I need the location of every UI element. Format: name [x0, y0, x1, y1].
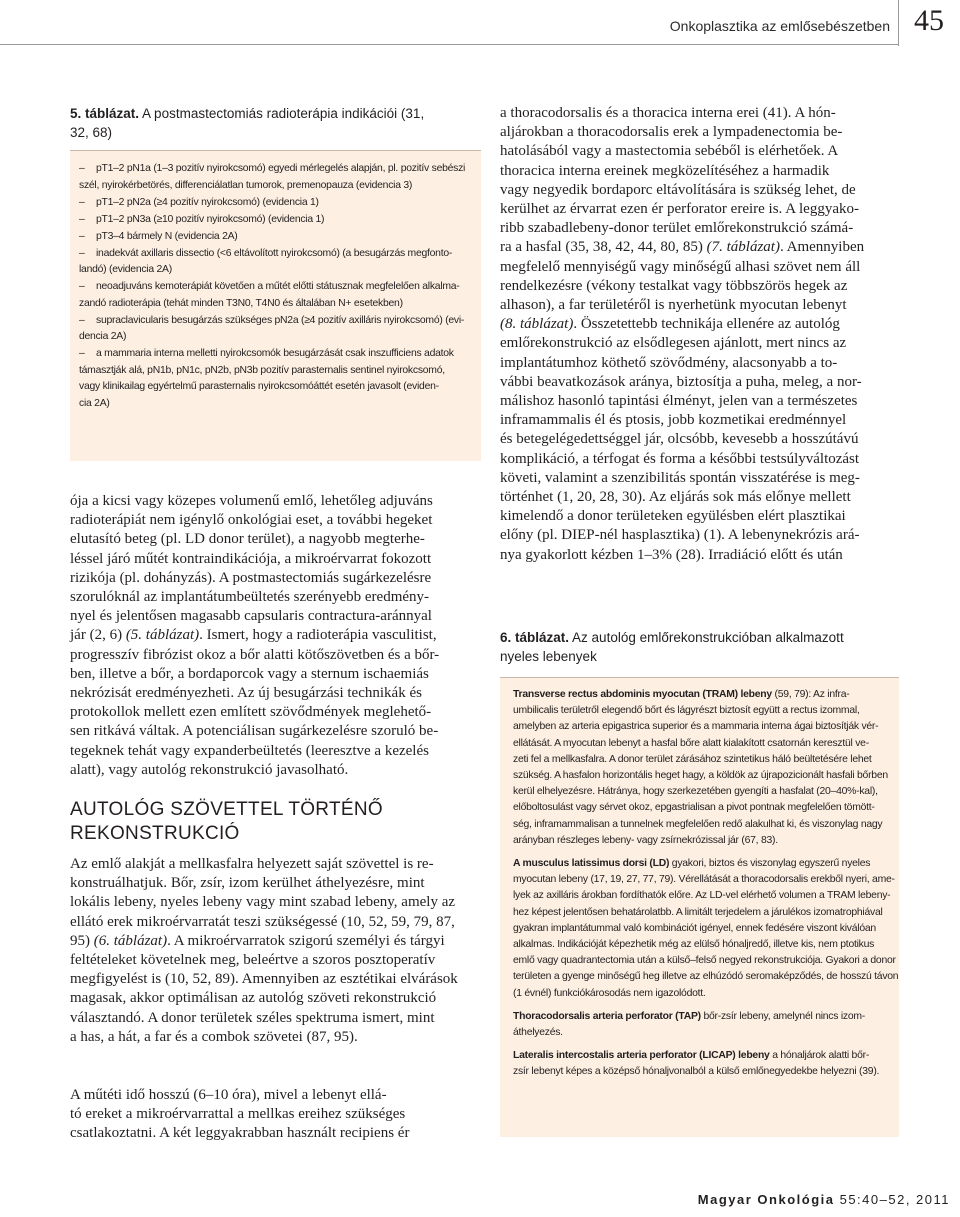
table-reference: (7. táblázat): [706, 239, 780, 256]
text-line: ója a kicsi vagy közepes volumenű emlő, lehetőleg adjuváns: [70, 493, 433, 509]
journal-name: Magyar Onkológia: [697, 1192, 835, 1207]
table-6-line: területen a gyenge minőségű heg illetve az elhúzódó seromaképződés, de hosszú távon: [513, 971, 899, 983]
text-line: [70, 932, 470, 951]
text-line: nyel és jelentősen magasabb capsularis contractura-aránnyal: [70, 608, 432, 625]
table-5-item-line: pT3–4 bármely N (evidencia 2A): [96, 230, 238, 242]
text-segment: ra a hasfal (35, 38, 42, 44, 80, 85): [500, 239, 707, 256]
table-6-entry-text: a hónaljárok alatti bőr-: [769, 1050, 870, 1062]
text-line: nekrózisát eredményezheti. Az új besugárzási technikák és: [70, 685, 422, 702]
text-segment: . Összetettebb technikája ellenére az autológ: [573, 316, 840, 333]
text-line: [500, 315, 900, 334]
left-column-body-3: [70, 1086, 470, 1144]
left-column-body-1: [70, 492, 470, 780]
page-number: 45: [914, 4, 944, 37]
text-segment: jár (2, 6): [70, 627, 126, 644]
section-heading-line-2: REKONSTRUKCIÓ: [70, 823, 240, 844]
text-line: emlőrekonstrukció az elsődlegesen ajánlott, mert nincs az: [500, 335, 847, 352]
table-6-line: zsír lebenyt képes a középső hónaljvonalból a külső emlőnegyedekbe helyezni (39).: [513, 1066, 880, 1078]
table-6-box: [500, 677, 899, 1137]
table-5-box: [70, 150, 481, 461]
header-divider: [898, 0, 899, 46]
text-line: elutasító beteg (pl. LD donor terület), a nagyobb megterhe-: [70, 531, 425, 548]
table-reference: (8. táblázat): [500, 316, 574, 333]
text-line: szorulóknál az implantátumbeültetés szerényebb eredmény-: [70, 589, 430, 606]
table-6-line: (1 évnél) funkciókárosodás nem igazolódott.: [513, 987, 706, 999]
table-6-line: [513, 687, 887, 703]
table-5-item: [79, 246, 471, 279]
text-line: protokollok mellett ezen említett szövődmények meglehető-: [70, 704, 432, 721]
table-5-item-line: supraclavicularis besugárzás szükséges pN2a (≥4 pozitív axilláris nyirokcsomó) (evi-: [96, 314, 465, 326]
text-line: konstruálhatjuk. Bőr, zsír, izom kerülhet áthelyezésre, mint: [70, 875, 425, 892]
dash-marker: –: [79, 281, 85, 292]
text-line: megfelelő mennyiségű vagy minőségű alhasi szövet nem áll: [500, 258, 861, 275]
text-line: ben, illetve a bőr, a bordaporcok vagy a sternum ischaemiás: [70, 665, 429, 682]
text-line: a has, a hát, a far és a combok szövetei (87, 95).: [70, 1028, 358, 1045]
running-header-title: Onkoplasztika az emlősebészetben: [669, 18, 890, 34]
table-5-item: [79, 212, 471, 229]
text-line: inframammalis él és ptosis, jobb kozmetikai eredménnyel: [500, 412, 847, 429]
text-line: vábbi beavatkozások aránya, biztosítja a puha, meleg, a nor-: [500, 373, 862, 390]
text-line: ribb szabadlebeny-donor terület emlőrekonstrukció számá-: [500, 220, 854, 237]
header-rule: [0, 44, 898, 45]
text-line: A műtéti idő hosszú (6–10 óra), mivel a lebenyt ellá-: [70, 1087, 387, 1103]
text-line: nya gyakorlott kézben 1–3% (28). Irradiáció előtt és után: [500, 546, 843, 563]
table-5-item-line: inadekvát axillaris dissectio (<6 eltávolított nyirokcsomó) (a besugárzás megfonto-: [96, 247, 453, 259]
table-6-entry-title: A musculus latissimus dorsi (LD): [513, 858, 670, 870]
table-5-item-line: pT1–2 pN3a (≥10 pozitív nyirokcsomó) (evidencia 1): [96, 213, 325, 225]
table-reference: (5. táblázat): [125, 627, 200, 644]
dash-marker: –: [79, 213, 85, 225]
text-line: [500, 238, 900, 257]
text-line: progresszív fibrózist okoz a bőr alatti kötőszövetben és a bőr-: [70, 646, 440, 663]
table-6-line: áthelyezés.: [513, 1027, 563, 1039]
text-line: Az emlő alakját a mellkasfalra helyezett saját szövettel is re-: [70, 856, 434, 872]
text-line: málishoz hasonló tapintási élményt, jelen van a természetes: [500, 393, 858, 410]
table-6-line: umbilicalis területről elegendő bőrt és lágyrészt biztosít együtt a rectus izommal,: [513, 705, 860, 717]
text-line: megfigyelést is (10, 52, 89). Amennyiben az esztétikai elvárások: [70, 971, 458, 988]
table-6-entry-title: Transverse rectus abdominis myocutan (TRAM) lebeny: [513, 689, 772, 700]
table-6-line: hez képest jelentősen behatárolatbb. A limitált terjedelem a járulékos izomatrophiával: [513, 906, 883, 918]
table-6-caption-line-1: Az autológ emlőrekonstrukcióban alkalmazott: [572, 630, 844, 645]
table-6-entry-text: (59, 79): Az infra-: [771, 689, 850, 700]
table-6-line: arányban részleges lebeny- vagy zsírnekrózissal jár (67, 83).: [513, 834, 778, 846]
text-segment: . Ismert, hogy a radioterápia vasculitist,: [199, 627, 437, 644]
table-6-line: lyek az axilláris árokban fordíthatók előre. Az LD-vel elérhető volumen a TRAM lebeny-: [513, 890, 891, 902]
text-line: tó ereket a mikroérvarrattal a mellkas ereihez szükséges: [70, 1106, 406, 1123]
table-6-label: 6. táblázat.: [500, 630, 570, 645]
table-6-line: emlő vagy quadrantectomia után a külső–felső negyed rekonstrukciója. Gyakori a donor: [513, 955, 896, 967]
section-heading-line-1: AUTOLÓG SZÖVETTEL TÖRTÉNŐ: [70, 799, 383, 820]
table-5-item: [79, 313, 471, 346]
table-reference: (6. táblázat): [93, 932, 168, 949]
table-5-caption-line-2: 32, 68): [70, 125, 113, 140]
text-line: léssel járó műtét kontraindikációja, a mikroérvarrat fokozott: [70, 550, 432, 567]
text-line: a thoracodorsalis és a thoracica interna erei (41). A hón-: [500, 105, 836, 121]
table-6-entry: [513, 1009, 887, 1041]
table-6-line: alkalmas. Indikációját képezhetik még az elülső hónaljredő, illetve kis, nem ptotikus: [513, 939, 875, 951]
text-line: rendelkezésre (vékony testalkat vagy többszörös hegek az: [500, 277, 848, 294]
text-line: aljárokban a thoracodorsalis erek a lympadenectomia be-: [500, 124, 843, 141]
table-5-item-line: pT1–2 pN1a (1–3 pozitív nyirokcsomó) egyedi mérlegelés alapján, pl. pozitív sebészi: [96, 163, 466, 174]
table-6-line: zeti fel a mellkasfalra. A donor terület zárásához szintetikus háló beültetésére lehet: [513, 753, 872, 765]
dash-marker: –: [79, 348, 85, 359]
table-5-item-line: cia 2A): [79, 397, 110, 409]
dash-marker: –: [79, 196, 85, 208]
table-5-item-line: landó) (evidencia 2A): [79, 264, 172, 275]
table-5-label: 5. táblázat.: [70, 106, 140, 121]
text-line: ellátó erek mikroérvarratát teszi szükségessé (10, 52, 59, 79, 87,: [70, 913, 455, 930]
text-line: és betegelégedettséggel jár, olcsóbb, kevesebb a hosszútávú: [500, 431, 859, 448]
table-5-item-line: vagy klinikailag egyértelmű parasternalis nyirokcsomóáttét esetén javasolt (eviden-: [79, 381, 439, 392]
table-6-line: előboltosulást vagy sérvet okoz, epgastrialisan a pivot pontnak megfelelően tömött-: [513, 802, 875, 814]
table-5-item-line: a mammaria interna melletti nyirokcsomók besugárzását csak inszufficiens adatok: [96, 348, 454, 359]
text-line: sen ritkává váltak. A potenciálisan sugárkezelésre szoruló be-: [70, 723, 439, 740]
table-5-item: [79, 229, 471, 246]
table-5-item: [79, 161, 471, 194]
table-5-item: [79, 346, 471, 412]
text-segment: . A mikroérvarratok szigorú személyi és tárgyi: [167, 932, 445, 949]
text-line: feltételeket követelnek meg, beleértve a szoros posztoperatív: [70, 952, 436, 969]
table-6-line: amelyben az arteria epigastrica superior és a mammaria interna ágai biztosítják vér-: [513, 721, 879, 733]
text-line: választandó. A donor területek széles spektruma ismert, mint: [70, 1009, 435, 1026]
table-6-caption: [500, 628, 900, 666]
table-6-entry-text: gyakori, biztos és viszonylag egyszerű nyeles: [669, 858, 871, 870]
text-line: vagy negyedik bordaporc eltávolítására is szükség lehet, de: [500, 181, 856, 198]
table-5-caption-line-1: A postmastectomiás radioterápia indikációi (31,: [142, 106, 425, 121]
text-line: lokális lebeny, nyeles lebeny vagy mint szabad lebeny, amely az: [70, 894, 456, 911]
text-segment: . Amennyiben: [779, 239, 865, 256]
journal-footer: [698, 1192, 950, 1207]
text-line: csatlakoztatni. A két leggyakrabban használt recipiens ér: [70, 1125, 410, 1142]
text-line: történhet (1, 20, 28, 30). Az eljárás sok más előnye mellett: [500, 489, 851, 506]
table-6-entry: [513, 1048, 887, 1080]
text-line: tegeknek tehát vagy expanderbeültetés (leeresztve a kezelés: [70, 742, 429, 759]
table-5-item-line: pT1–2 pN2a (≥4 pozitív nyirokcsomó) (evidencia 1): [96, 196, 319, 208]
table-6-entry: [513, 856, 899, 1002]
table-5-item-line: neoadjuváns kemoterápiát követően a műtét előtti státusznak megfelelően alkalma-: [96, 281, 460, 292]
table-6-line: kerül elhelyezésre. Hátránya, hogy szerkezetében gyengíti a hasfalat (20–40%-kal),: [513, 786, 878, 798]
table-5-caption: [70, 104, 470, 142]
text-line: rizikója (pl. dohányzás). A postmastectomiás sugárkezelésre: [70, 569, 432, 586]
dash-marker: –: [79, 247, 85, 259]
table-6-entry: [513, 687, 887, 849]
text-line: [70, 626, 470, 645]
table-6-caption-line-2: nyeles lebenyek: [500, 649, 597, 664]
dash-marker: –: [79, 230, 85, 242]
table-5-item-line: zandó radioterápia (tehát minden T3N0, T4N0 és általában N+ esetekben): [79, 297, 403, 309]
table-6-line: gyakran implantátummal való kombinációt igényel, ennek fedésére viszont kiválóan: [513, 922, 876, 934]
text-line: magasak, akkor optimálisan az autológ szöveti rekonstrukció: [70, 990, 437, 1007]
table-6-line: ség, inframammalisan a tunnelnek megfelelően redő alakulhat ki, és viszonylag nagy: [513, 818, 883, 830]
dash-marker: –: [79, 314, 85, 326]
table-6-entry-title: Lateralis intercostalis arteria perforator (LICAP) lebeny: [513, 1050, 770, 1062]
table-6-line: ellátását. A myocutan lebenyt a hasfal bőre alatt kialakított csatornán keresztül ve-: [513, 737, 869, 749]
table-5-item-line: dencia 2A): [79, 331, 127, 342]
table-5-item-line: szél, nyirokérbetörés, differenciálatlan tumorok, premenopauza (evidencia 3): [79, 179, 413, 191]
text-line: előny (pl. DIEP-nél hasplasztika) (1). A lebenynekrózis ará-: [500, 527, 860, 544]
text-line: kimelendő a donor területeken együlésben elért plasztikai: [500, 508, 846, 525]
table-6-line: [513, 1009, 887, 1025]
text-line: thoracica interna ereinek megközelítéséhez a harmadik: [500, 162, 830, 179]
table-6-entry-title: Thoracodorsalis arteria perforator (TAP): [513, 1010, 701, 1022]
text-line: hatolásából vagy a mastectomia sebéből is elérhetőek. A: [500, 143, 839, 160]
dash-marker: –: [79, 163, 85, 174]
table-5-item: [79, 195, 471, 212]
text-line: komplikáció, a térfogat és forma a későbbi testsúlyváltozást: [500, 450, 860, 467]
table-5-item: [79, 279, 471, 312]
left-column-body-2: [70, 855, 470, 1047]
text-line: radioterápiát nem igénylő onkológiai eset, a további hegeket: [70, 512, 433, 529]
table-5-item-line: támasztják alá, pN1b, pN1c, pN2b, pN3b pozitív parasternalis sentinel nyirokcsomó,: [79, 364, 445, 376]
table-6-line: [513, 1048, 887, 1064]
text-line: követi, valamint a szenzibilitás spontán visszatérése is meg-: [500, 469, 860, 486]
table-6-line: szükség. A hasfalon horizontális heget hagy, a köldök az újrapozicionált hasfali bőrben: [513, 770, 888, 782]
text-line: alhason), a far területéről is nyerhetünk myocutan lebenyt: [500, 297, 847, 314]
section-heading: [70, 798, 470, 846]
table-6-line: myocutan lebeny (17, 19, 27, 77, 79). Vérellátását a thoracodorsalis erekből nyeri, ame-: [513, 874, 895, 886]
text-line: alatt), vagy autológ rekonstrukció javasolható.: [70, 761, 349, 778]
table-6-entry-text: bőr-zsír lebeny, amelynél nincs izom-: [700, 1010, 865, 1022]
journal-citation: 55:40–52, 2011: [834, 1192, 950, 1207]
text-line: kerülhet az érvarrat ezen ér perforator ereire is. A leggyako-: [500, 201, 859, 218]
text-line: implantátumhoz köthető szövődmény, alacsonyabb a to-: [500, 354, 838, 371]
table-6-line: [513, 856, 887, 872]
text-segment: 95): [70, 932, 94, 949]
right-column-body: [500, 104, 900, 565]
